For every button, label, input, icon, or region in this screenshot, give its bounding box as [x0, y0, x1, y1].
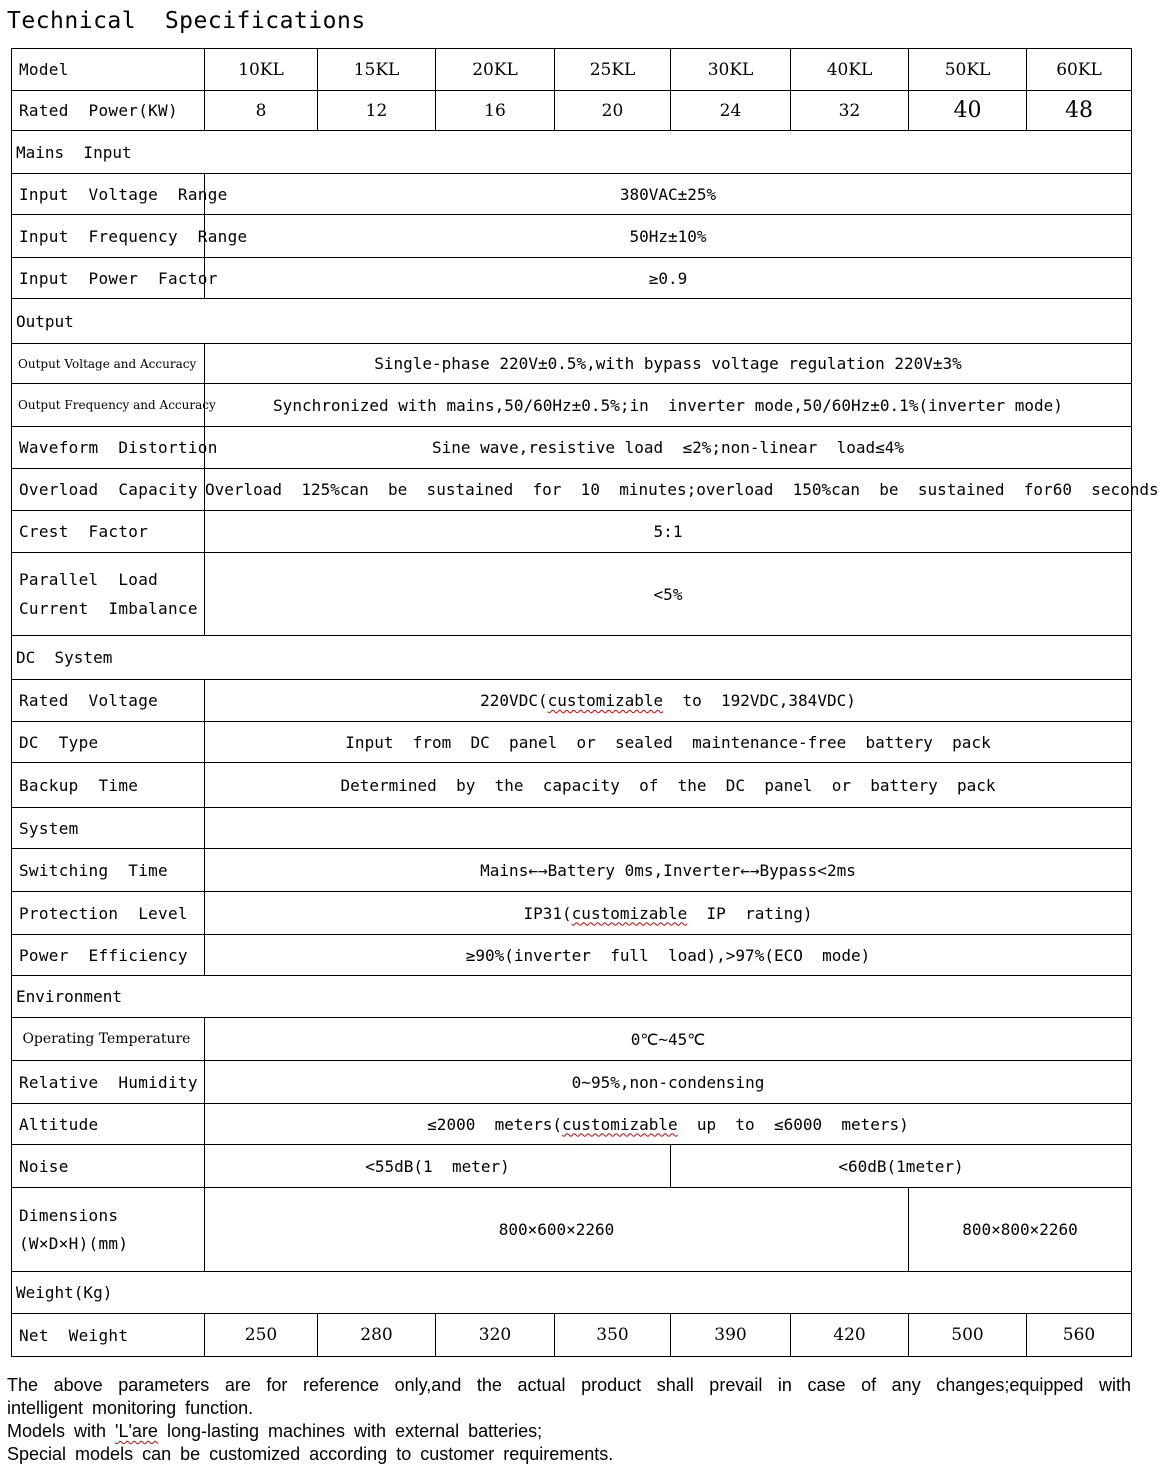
protection-level-value: [205, 892, 1132, 935]
power-efficiency-value: ≥90%(inverter full load),>97%(ECO mode): [205, 935, 1132, 976]
noise-value-a: <55dB(1 meter): [205, 1145, 671, 1188]
rated-power-value: 12: [318, 91, 436, 131]
rated-voltage-prefix: 220VDC(: [480, 691, 548, 710]
model-50kl: 50KL: [909, 49, 1027, 91]
crest-factor-value: 5:1: [205, 511, 1132, 553]
dimensions-value-a: 800×600×2260: [205, 1188, 909, 1272]
rated-power-value: 32: [791, 91, 909, 131]
waveform-distortion-value: Sine wave,resistive load ≤2%;non-linear load≤4%: [205, 427, 1132, 469]
rated-voltage-value: [205, 680, 1132, 722]
output-voltage-accuracy-label: Output Voltage and Accuracy: [12, 344, 205, 384]
altitude-prefix: ≤2000 meters(: [427, 1114, 563, 1134]
net-weight-value: 350: [555, 1314, 671, 1357]
dimensions-label-line2: (W×D×H)(mm): [19, 1233, 129, 1253]
operating-temperature-label: Operating Temperature: [12, 1018, 205, 1061]
operating-temperature-value: 0℃~45℃: [205, 1018, 1132, 1061]
section-mains-input: Mains Input: [12, 131, 1132, 174]
rated-power-value: 48: [1027, 91, 1132, 131]
rated-power-value: 8: [205, 91, 318, 131]
input-frequency-range-label: Input Frequency Range: [12, 215, 205, 258]
net-weight-value: 250: [205, 1314, 318, 1357]
rated-voltage-underlined: customizable: [547, 691, 664, 710]
dimensions-label-line1: Dimensions: [19, 1205, 119, 1225]
input-power-factor-label: Input Power Factor: [12, 258, 205, 299]
altitude-suffix: up to ≤6000 meters): [677, 1114, 909, 1134]
footer-notes: [7, 1374, 1131, 1466]
net-weight-value: 500: [909, 1314, 1027, 1357]
backup-time-value: Determined by the capacity of the DC panel or battery pack: [205, 763, 1132, 808]
spec-table: [11, 48, 1159, 1357]
noise-value-b: <60dB(1meter): [671, 1145, 1132, 1188]
rated-power-label: Rated Power(KW): [12, 91, 205, 131]
model-label: Model: [12, 49, 205, 91]
output-voltage-accuracy-value: Single-phase 220V±0.5%,with bypass voltage regulation 220V±3%: [205, 344, 1132, 384]
dimensions-label: [12, 1188, 205, 1272]
net-weight-row: [12, 1314, 1132, 1357]
altitude-label: Altitude: [12, 1104, 205, 1145]
model-40kl: 40KL: [791, 49, 909, 91]
input-voltage-range-value: 380VAC±25%: [205, 174, 1132, 215]
input-frequency-range-value: 50Hz±10%: [205, 215, 1132, 258]
output-frequency-accuracy-label: Output Frequency and Accuracy: [12, 384, 205, 427]
rated-power-value: 40: [909, 91, 1027, 131]
section-dc-system: DC System: [12, 636, 1132, 680]
net-weight-value: 420: [791, 1314, 909, 1357]
switching-time-value: Mains←→Battery 0ms,Inverter←→Bypass<2ms: [205, 849, 1132, 892]
rated-power-row: [12, 91, 1132, 131]
dc-type-value: Input from DC panel or sealed maintenance-free battery pack: [205, 722, 1132, 763]
model-row: [12, 49, 1132, 91]
overload-capacity-value: Overload 125%can be sustained for 10 minutes;overload 150%can be sustained for60 seconds: [205, 469, 1132, 511]
model-25kl: 25KL: [555, 49, 671, 91]
protection-level-label: Protection Level: [12, 892, 205, 935]
footer-line1: The above parameters are for reference only,and the actual product shall prevail in case of any changes;equipped with: [7, 1375, 1131, 1395]
rated-voltage-label: Rated Voltage: [12, 680, 205, 722]
crest-factor-label: Crest Factor: [12, 511, 205, 553]
net-weight-value: 390: [671, 1314, 791, 1357]
altitude-underlined: customizable: [562, 1114, 678, 1134]
power-efficiency-label: Power Efficiency: [12, 935, 205, 976]
model-60kl: 60KL: [1027, 49, 1132, 91]
protection-level-suffix: IP rating): [687, 903, 813, 923]
dimensions-value-b: 800×800×2260: [909, 1188, 1132, 1272]
rated-power-value: 20: [555, 91, 671, 131]
rated-power-value: 24: [671, 91, 791, 131]
parallel-imbalance-label: [12, 553, 205, 636]
section-system: System: [12, 808, 205, 849]
output-frequency-accuracy-value: Synchronized with mains,50/60Hz±0.5%;in inverter mode,50/60Hz±0.1%(inverter mode): [205, 384, 1132, 427]
parallel-imbalance-value: <5%: [205, 553, 1132, 636]
dc-type-label: DC Type: [12, 722, 205, 763]
protection-level-underlined: customizable: [571, 903, 688, 923]
net-weight-label: Net Weight: [12, 1314, 205, 1357]
input-voltage-range-label: Input Voltage Range: [12, 174, 205, 215]
altitude-value: [205, 1104, 1132, 1145]
model-10kl: 10KL: [205, 49, 318, 91]
section-environment: Environment: [12, 976, 1132, 1018]
protection-level-prefix: IP31(: [523, 903, 572, 923]
rated-power-value: 16: [436, 91, 555, 131]
relative-humidity-value: 0~95%,non-condensing: [205, 1061, 1132, 1104]
footer-line3-underlined: 'L'are: [115, 1421, 158, 1441]
system-empty: [205, 808, 1132, 849]
input-power-factor-value: ≥0.9: [205, 258, 1132, 299]
footer-line3-suffix: long-lasting machines with external batteries;: [157, 1421, 543, 1441]
waveform-distortion-label: Waveform Distortion: [12, 427, 205, 469]
switching-time-label: Switching Time: [12, 849, 205, 892]
footer-line3: [7, 1420, 1131, 1443]
section-output: Output: [12, 299, 1132, 344]
noise-label: Noise: [12, 1145, 205, 1188]
model-15kl: 15KL: [318, 49, 436, 91]
overload-capacity-label: Overload Capacity: [12, 469, 205, 511]
model-20kl: 20KL: [436, 49, 555, 91]
net-weight-value: 560: [1027, 1314, 1132, 1357]
footer-line3-prefix: Models with: [7, 1421, 116, 1441]
page-title: Technical Specifications: [7, 8, 366, 34]
parallel-imbalance-label-line1: Parallel Load: [19, 570, 159, 589]
relative-humidity-label: Relative Humidity: [12, 1061, 205, 1104]
footer-line4: Special models can be customized according to customer requirements.: [7, 1444, 614, 1464]
parallel-imbalance-label-line2: Current Imbalance: [19, 599, 198, 618]
footer-line2: intelligent monitoring function.: [7, 1398, 254, 1418]
net-weight-value: 280: [318, 1314, 436, 1357]
model-30kl: 30KL: [671, 49, 791, 91]
backup-time-label: Backup Time: [12, 763, 205, 808]
section-weight: Weight(Kg): [12, 1272, 1132, 1314]
rated-voltage-suffix: to 192VDC,384VDC): [663, 691, 856, 710]
net-weight-value: 320: [436, 1314, 555, 1357]
